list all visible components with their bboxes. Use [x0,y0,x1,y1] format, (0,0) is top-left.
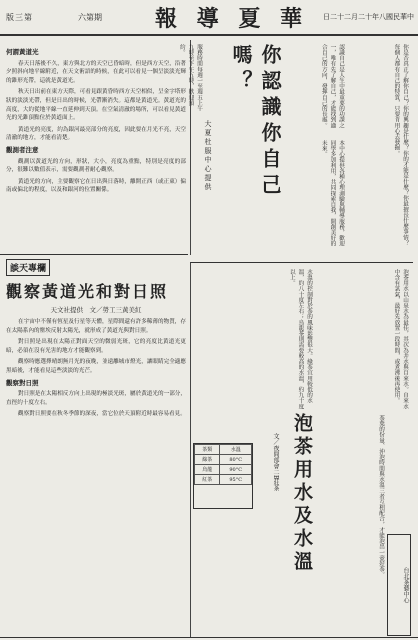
credit-line: 大夏杜服中心提供 [204,120,212,192]
text-column: 茶葉的份量、沖泡時間與水溫三者互相配合，才能泡出一壺好茶。 [378,415,384,578]
masthead [0,0,418,36]
paragraph: 在宇宙中不僅有恆星及行星等天體，星際間還有許多稀薄的物質，存在太陽系內的塵埃反射太陽光，就形成了黃道光與對日照。 [6,319,186,334]
article-observe-body [6,318,186,636]
paragraph: 黃道光的亮度，約為銀河最亮部分的亮度，因此要在月光不亮，天空清澈的地方，才能看清楚。 [6,126,186,142]
text-column: 水溫的控制對於茶的風味影響很大。綠茶宜用較低的水溫，約八十度左右；烏龍茶則需要較高的水溫，約九十度以上。 [288,269,312,409]
paragraph: 秋天日出前在東方天際，可看見跟黃昏時西方天空相似，呈金字塔形狀的淡淡光帶，但是日出的時候，光帶漸消失。這都是黃道光。黃道光的高度，大約從地平線一直延伸到天頂。在空氣清澈的場所，可以看見黃道光的光錐頂點位於黃道面上。 [6,89,186,122]
article-title: 觀察黃道光和對日照 [6,282,169,301]
paragraph: 春天日落後不久，東方與北方的天空已昏暗時，但是西方天空，沿著夕照斜向地平線附近，在天文術語的時候，在此可以看見一個呈淡淡光輝的錐形光帶，這就是黃道光。 [6,60,186,84]
column-tag: 談天專欄 [6,259,50,276]
paragraph: 對日照是在太陽相反方向上出現的極淡光斑，屬於黃道光的一部分，直徑約十度左右。 [6,391,186,406]
water-temp-table [193,443,253,509]
paragraph: 黃道光的方向，主要觀察它在日出與日落時，離開正西（或正東）偏南或偏北的程度，以及和銀河的位置關係。 [6,178,186,194]
text-column: 你是否真正了解你自己？你的興趣是什麼？你的才能是什麼？你最擅長什麼事情？每個人都有自己的特質，只要肯用心去發掘。 [393,44,408,246]
paragraph: 觀察對日照要在秋冬季節的深夜，當它位於天頂附近時最容易看見。 [18,411,186,418]
article-title: 泡茶用水及水溫 [291,413,313,574]
section-heading: 觀測者注意 [6,145,39,154]
table-cell: 90°C [220,465,252,475]
byline: 天文社提供 文／勞工三黃美紅 [50,306,142,314]
newspaper-title: 報 導 夏 華 [155,6,308,32]
paragraph: 對日照是出現在太陽正對面天空的微弱光斑，它的亮度比黃道光更暗，必須在沒有光害的地方才能觀察到。 [6,339,186,354]
byline: 文／夜間部會二B莊茶 [272,433,279,492]
table-cell: 95°C [220,475,252,485]
paragraph: 觀測以黃道光的方向，形狀，大小，亮度為重點，特別是亮度的部分，很難以數值表示，需要觀測者耐心觀察。 [6,158,186,174]
divider [0,254,188,255]
table-cell: 烏龍 [195,465,220,475]
text-column: 本中心提供各種心理測驗與輔導服務，歡迎同學多加利用，共同探索自我，開創美好的未來。 [320,140,344,247]
table-header-cell: 茶類 [195,445,220,455]
date-line: 日二十二月二十年八國民華中 [323,13,414,21]
article-tea-water [190,262,413,638]
text-column: 認識自己是人生中最重要的功課之一，唯有先了解自己，才能找到適合自己的方向，發揮自己的長處。 [320,44,344,128]
table-cell: 80°C [220,455,252,465]
section-heading: 觀察對日照 [6,378,39,387]
table-header-cell: 水溫 [220,445,252,455]
divider [0,637,418,638]
article-observe-header [6,256,186,317]
text-column: 服務時間每週一至週五上午九時至下午五時，歡迎預約。 [178,44,202,112]
page-label: 版三第 [6,13,33,22]
section-heading: 何謂黃道光 [6,48,39,56]
paragraph: 觀察時應選擇晴朗無月光的夜晚，並遠離城市燈光，讓眼睛完全適應黑暗後，才能看見這些淡淡的光芒。 [6,359,186,374]
headline: 你認識你自己嗎？ [229,44,282,200]
advertisement-box: 台北茶藝中心 [387,534,411,636]
table-cell: 綠茶 [195,455,220,465]
text-column: 泡茶用水以山泉水為最佳，其次為井水與自來水。自來水中含有氯氣，最好先放置一段時間，或煮沸後再使用。 [393,269,408,409]
article-know-yourself [178,40,413,255]
article-zodiacal-light [6,46,186,246]
issue-label: 六第期 [78,13,102,22]
table-cell: 紅茶 [195,475,220,485]
